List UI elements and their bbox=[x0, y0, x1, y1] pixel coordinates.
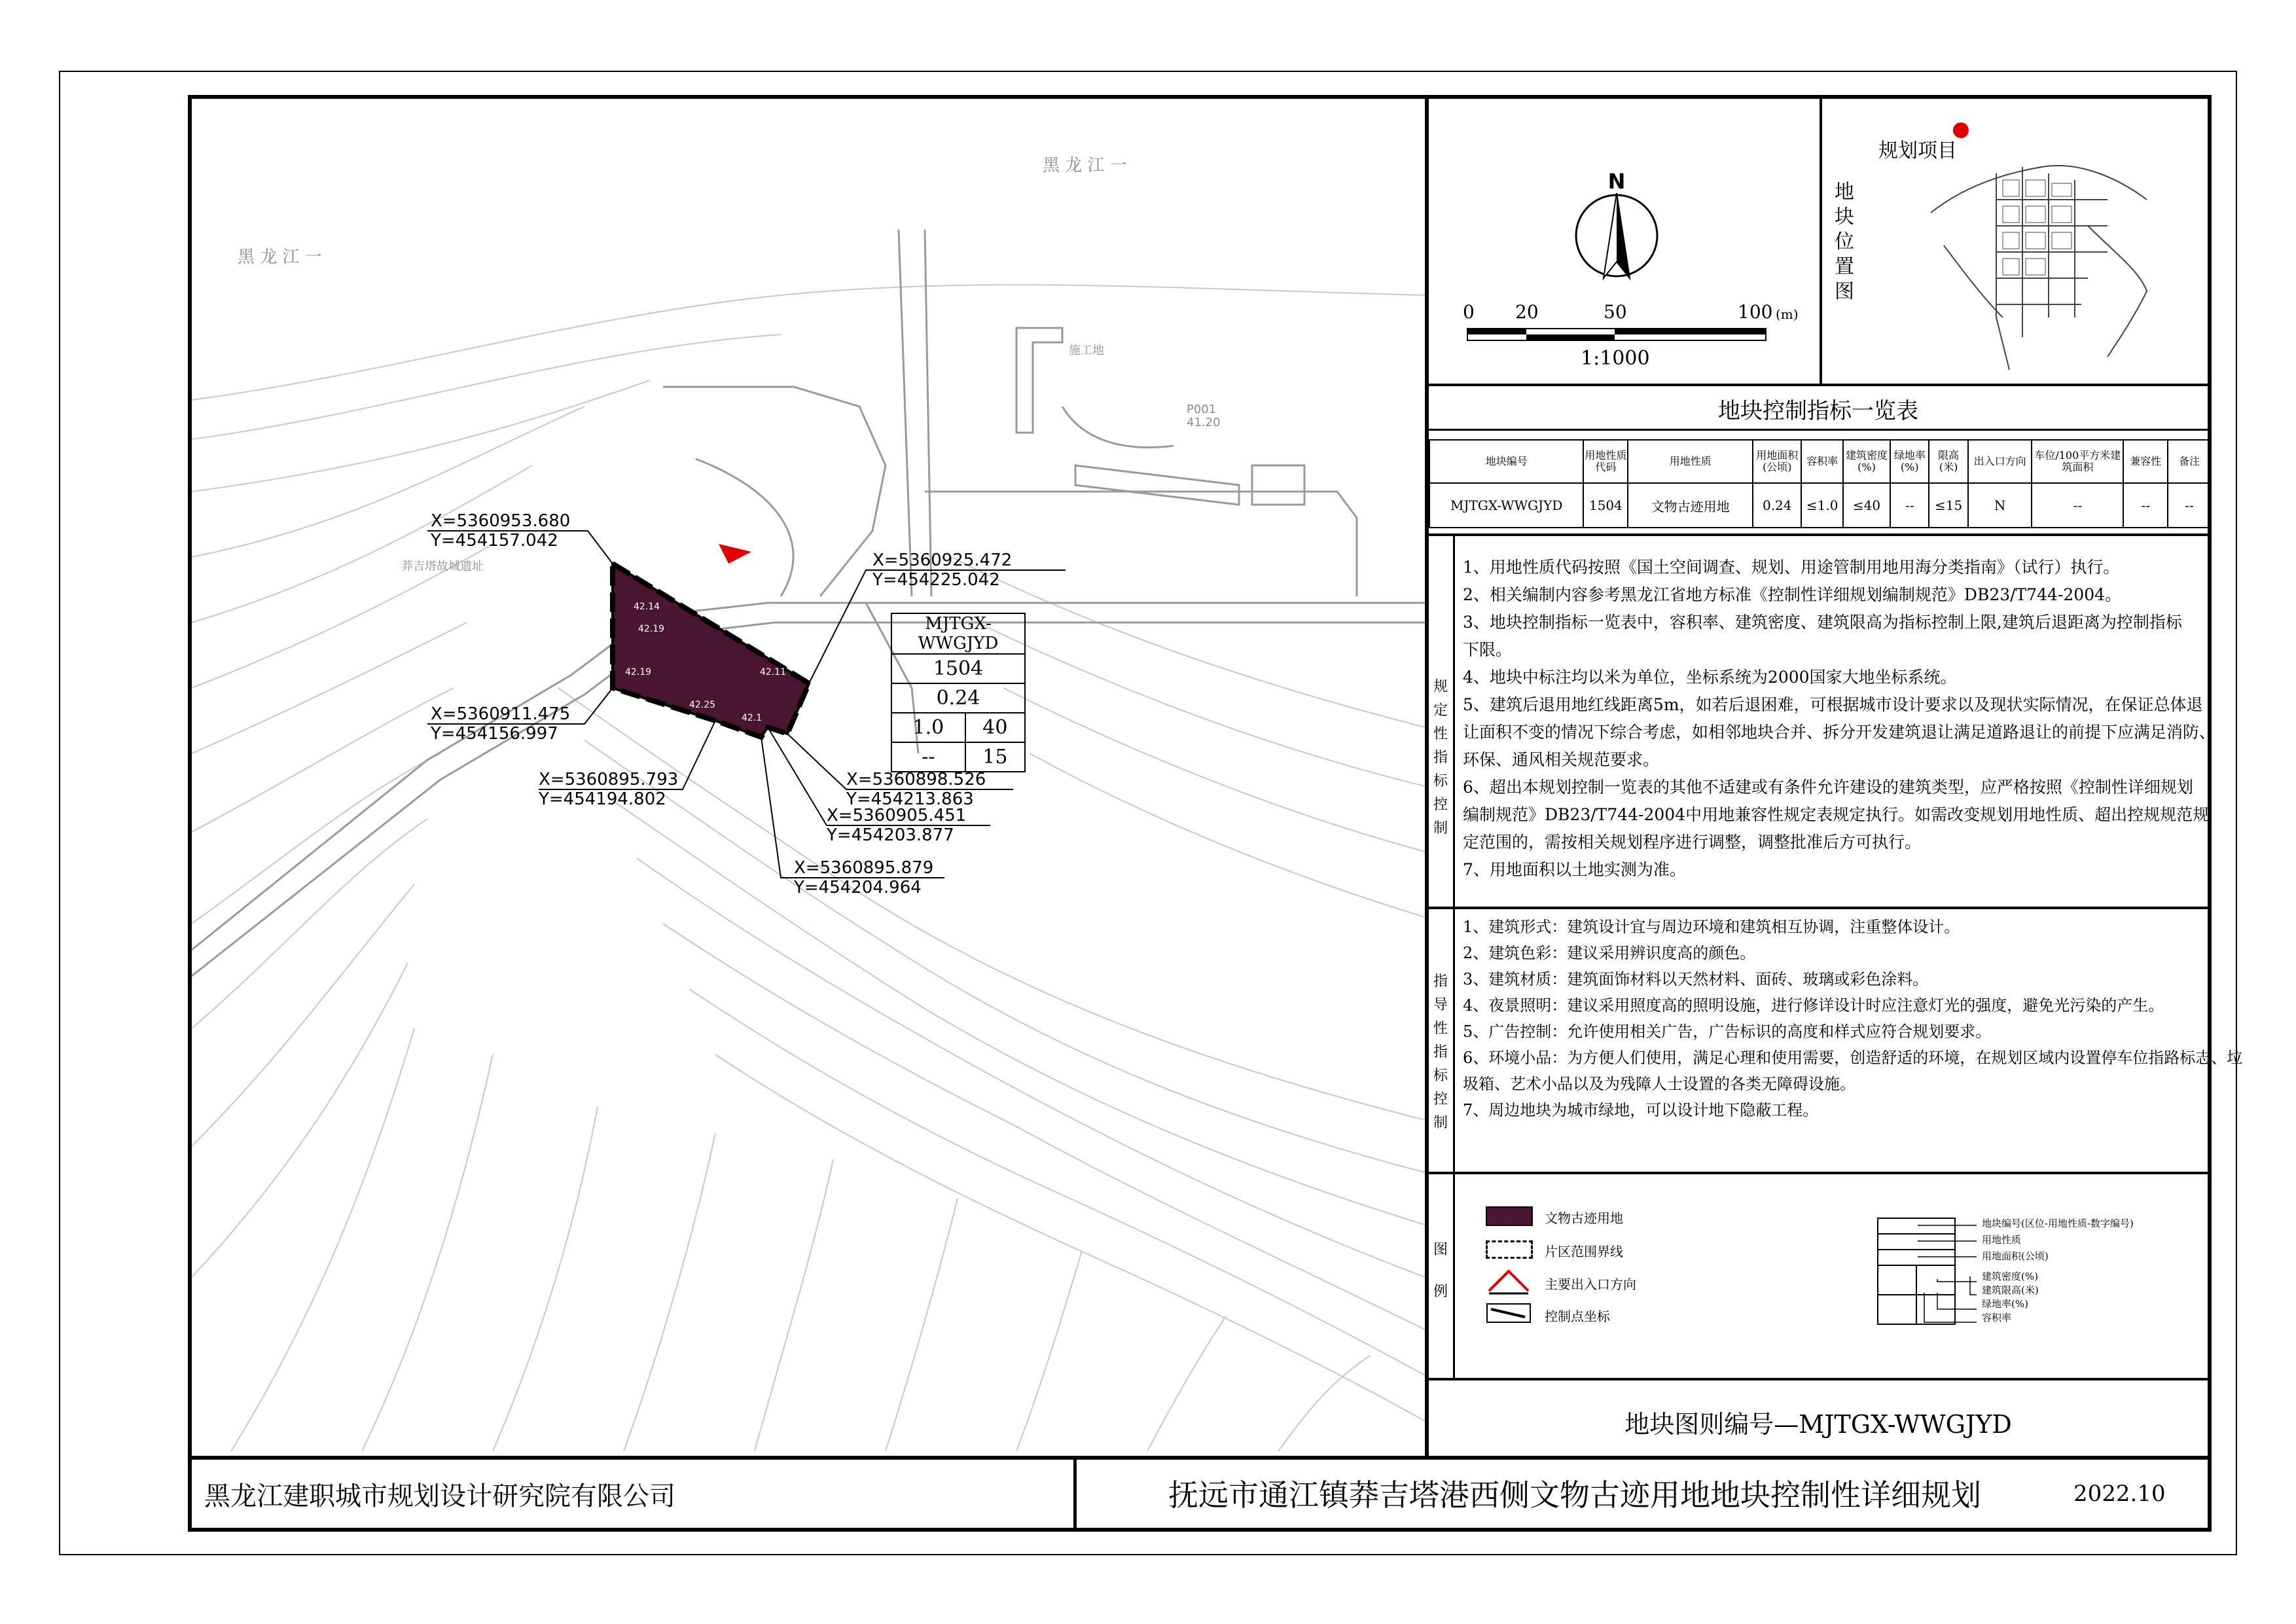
svg-text:Y=454225.042: Y=454225.042 bbox=[872, 570, 1000, 590]
scale-tick-50: 50 bbox=[1604, 301, 1627, 323]
svg-text:X=5360925.472: X=5360925.472 bbox=[872, 550, 1013, 570]
north-label: N bbox=[1607, 170, 1626, 194]
rule-5 bbox=[1425, 1172, 2212, 1174]
river-label-1: 黑 龙 江 一 bbox=[1043, 156, 1127, 175]
svg-text:42.1: 42.1 bbox=[742, 713, 762, 723]
parcel-height: 15 bbox=[965, 742, 1025, 772]
svg-text:41.20: 41.20 bbox=[1187, 416, 1221, 429]
legend-label: 图 例 bbox=[1433, 1242, 1448, 1300]
svg-text:Y=454213.863: Y=454213.863 bbox=[846, 789, 974, 809]
legend-entrance-icon bbox=[1486, 1269, 1532, 1295]
svg-text:Y=454156.997: Y=454156.997 bbox=[431, 724, 558, 744]
svg-text:P001: P001 bbox=[1187, 403, 1217, 416]
svg-text:X=5360953.680: X=5360953.680 bbox=[431, 511, 571, 531]
parcel-far: 1.0 bbox=[891, 713, 965, 742]
regulatory-label: 规 定 性 指 标 控 制 bbox=[1433, 679, 1448, 837]
entrance-arrow bbox=[719, 544, 751, 564]
svg-text:42.00: 42.00 bbox=[755, 634, 781, 645]
control-table: 地块编号 用地性质代码 用地性质 用地面积(公顷) 容积率 建筑密度(%) 绿地率(%) 限高(米) 出入口方向 车位/100平方米建筑面积 兼容性 备注 MJTGX-WWGJYD 1504 文物古迹用地 0.24 ≤1.0 ≤40 -- ≤15 N -- -- -- bbox=[1429, 439, 2212, 528]
parcel-density: 40 bbox=[965, 713, 1025, 742]
guidance-label: 指 导 性 指 标 控 制 bbox=[1433, 973, 1448, 1131]
guidance-notes: 1、建筑形式：建筑设计宜与周边环境和建筑相互协调，注重整体设计。 2、建筑色彩：建议采用辨识度高的颜色。 3、建筑材质：建筑面饰材料以天然材料、面砖、玻璃或彩色涂料。 4、夜景照明：建议采用照度高的照明设施，进行修详设计时应注意灯光的强度，避免光污染的产生。 5、广告控制：允许使用相关广告，广告标识的高度和样式应符合规划要求。 6、环境小品：为方便人们使用，满足心理和使用需要，创造舒适的环境，在规划区域内设置停车位指路标志、垃 圾箱、艺术小品以及为残障人士设置的各类无障碍设施。 7、周边地块为城市绿地，可以设计地下隐蔽工程。 bbox=[1463, 918, 2243, 1119]
scale-tick-100: 100 bbox=[1738, 301, 1773, 323]
svg-text:X=5360905.451: X=5360905.451 bbox=[827, 806, 967, 825]
rule-2 bbox=[1425, 429, 2212, 431]
legend-key-labels: 地块编号(区位-用地性质-数字编号) 用地性质 用地面积(公顷) 建筑密度(%) 建筑限高(米) 绿地率(%) 容积率 bbox=[1982, 1218, 2134, 1324]
svg-text:42.14: 42.14 bbox=[634, 602, 660, 612]
legend-key-leaders bbox=[1911, 1224, 1990, 1329]
regulatory-notes: 1、用地性质代码按照《国土空间调查、规划、用途管制用地用海分类指南》（试行）执行。 2、相关编制内容参考黑龙江省地方标准《控制性详细规划编制规范》DB23/T744-2004。 3、地块控制指标一览表中，容积率、建筑密度、建筑限高为指标控制上限,建筑后退距离为控制指标 下限。 4、地块中标注均以米为单位，坐标系统为2000国家大地坐标系统。 5、建筑后退用地红线距离5m，如若后退困难，可根据城市设计要求以及现状实际情况，在保证总体退 让面积不变的情况下综合考虑，如相邻地块合并、拆分开发建筑退让满足道路退让的前提下应满足消防、 环保、通风相关规范要求。 6、超出本规划控制一览表的其他不适建或有条件允许建设的建筑类型，应严格按照《控制性详细规划 编制规范》DB23/T744-2004中用地兼容性规定表规定执行。如需改变规划用地性质、超出控规规范规 定范围的，需按相关规划程序进行调整，调整批准后方可执行。 7、用地面积以土地实测为准。 bbox=[1463, 558, 2216, 879]
svg-text:Y=454157.042: Y=454157.042 bbox=[431, 531, 558, 550]
legend-item-boundary: 片区范围界线 bbox=[1545, 1244, 1623, 1259]
location-divider bbox=[1820, 95, 1822, 385]
svg-text:Y=454203.877: Y=454203.877 bbox=[827, 825, 954, 845]
scale-tick-0: 0 bbox=[1463, 301, 1475, 323]
rule-1 bbox=[1425, 384, 2212, 386]
svg-text:X=5360898.526: X=5360898.526 bbox=[846, 770, 986, 789]
svg-text:X=5360895.793: X=5360895.793 bbox=[539, 770, 679, 789]
sheet-number: 地块图则编号—MJTGX-WWGJYD bbox=[1624, 1410, 2012, 1439]
svg-text:X=5360895.879: X=5360895.879 bbox=[794, 858, 934, 878]
footer-title: 抚远市通江镇莽吉塔港西侧文物古迹用地地块控制性详细规划 bbox=[1168, 1477, 1981, 1513]
map-area[interactable] bbox=[192, 99, 1425, 1451]
panel-divider bbox=[1425, 95, 1429, 1460]
project-marker-icon bbox=[1953, 122, 1969, 138]
svg-text:42.11: 42.11 bbox=[760, 667, 787, 677]
svg-text:X=5360911.475: X=5360911.475 bbox=[431, 704, 571, 724]
legend-control-point-icon bbox=[1486, 1303, 1533, 1326]
footer-divider bbox=[1073, 1456, 1077, 1532]
footer-company: 黑龙江建职城市规划设计研究院有限公司 bbox=[204, 1481, 675, 1511]
svg-text:Y=454194.802: Y=454194.802 bbox=[539, 789, 666, 809]
scale-ratio: 1:1000 bbox=[1581, 347, 1650, 370]
legend-item-entrance: 主要出入口方向 bbox=[1545, 1276, 1636, 1292]
svg-text:Y=454204.964: Y=454204.964 bbox=[794, 878, 922, 897]
location-title: 地 块 位 置 图 bbox=[1835, 181, 1854, 303]
side-label-divider bbox=[1453, 536, 1455, 1378]
building-outlines bbox=[1016, 328, 1304, 505]
rule-4 bbox=[1425, 907, 2212, 909]
rule-6 bbox=[1425, 1378, 2212, 1380]
svg-text:施工地: 施工地 bbox=[1069, 344, 1104, 357]
table-title: 地块控制指标一览表 bbox=[1718, 398, 1918, 424]
legend-item-heritage: 文物古迹用地 bbox=[1545, 1210, 1623, 1226]
svg-text:42.19: 42.19 bbox=[625, 667, 652, 677]
rule-3 bbox=[1425, 533, 2212, 536]
legend-swatch-heritage bbox=[1486, 1206, 1533, 1226]
scale-bar bbox=[1466, 327, 1767, 343]
north-compass bbox=[1571, 170, 1662, 288]
legend-item-control-point: 控制点坐标 bbox=[1545, 1308, 1610, 1324]
parcel-green: -- bbox=[891, 742, 965, 772]
parcel-area: 0.24 bbox=[891, 683, 1025, 713]
svg-text:42.19: 42.19 bbox=[638, 624, 665, 634]
project-label: 规划项目 bbox=[1878, 139, 1957, 162]
footer-rule bbox=[188, 1456, 2212, 1460]
legend-swatch-boundary bbox=[1486, 1240, 1533, 1259]
scale-unit: (m) bbox=[1776, 306, 1799, 322]
scale-tick-20: 20 bbox=[1515, 301, 1539, 323]
svg-text:42.16: 42.16 bbox=[717, 615, 744, 625]
footer-date: 2022.10 bbox=[2073, 1481, 2166, 1507]
parcel-polygon[interactable] bbox=[613, 564, 809, 737]
parcel-label-box bbox=[891, 613, 1026, 772]
svg-text:42.25: 42.25 bbox=[689, 700, 716, 710]
parcel-code: MJTGX-WWGJYD bbox=[891, 613, 1025, 654]
parcel-land-use: 1504 bbox=[891, 654, 1025, 683]
river-label-2: 黑 龙 江 一 bbox=[238, 247, 322, 267]
location-minimap bbox=[1924, 121, 2160, 380]
svg-text:莽吉塔故城遗址: 莽吉塔故城遗址 bbox=[401, 560, 484, 573]
